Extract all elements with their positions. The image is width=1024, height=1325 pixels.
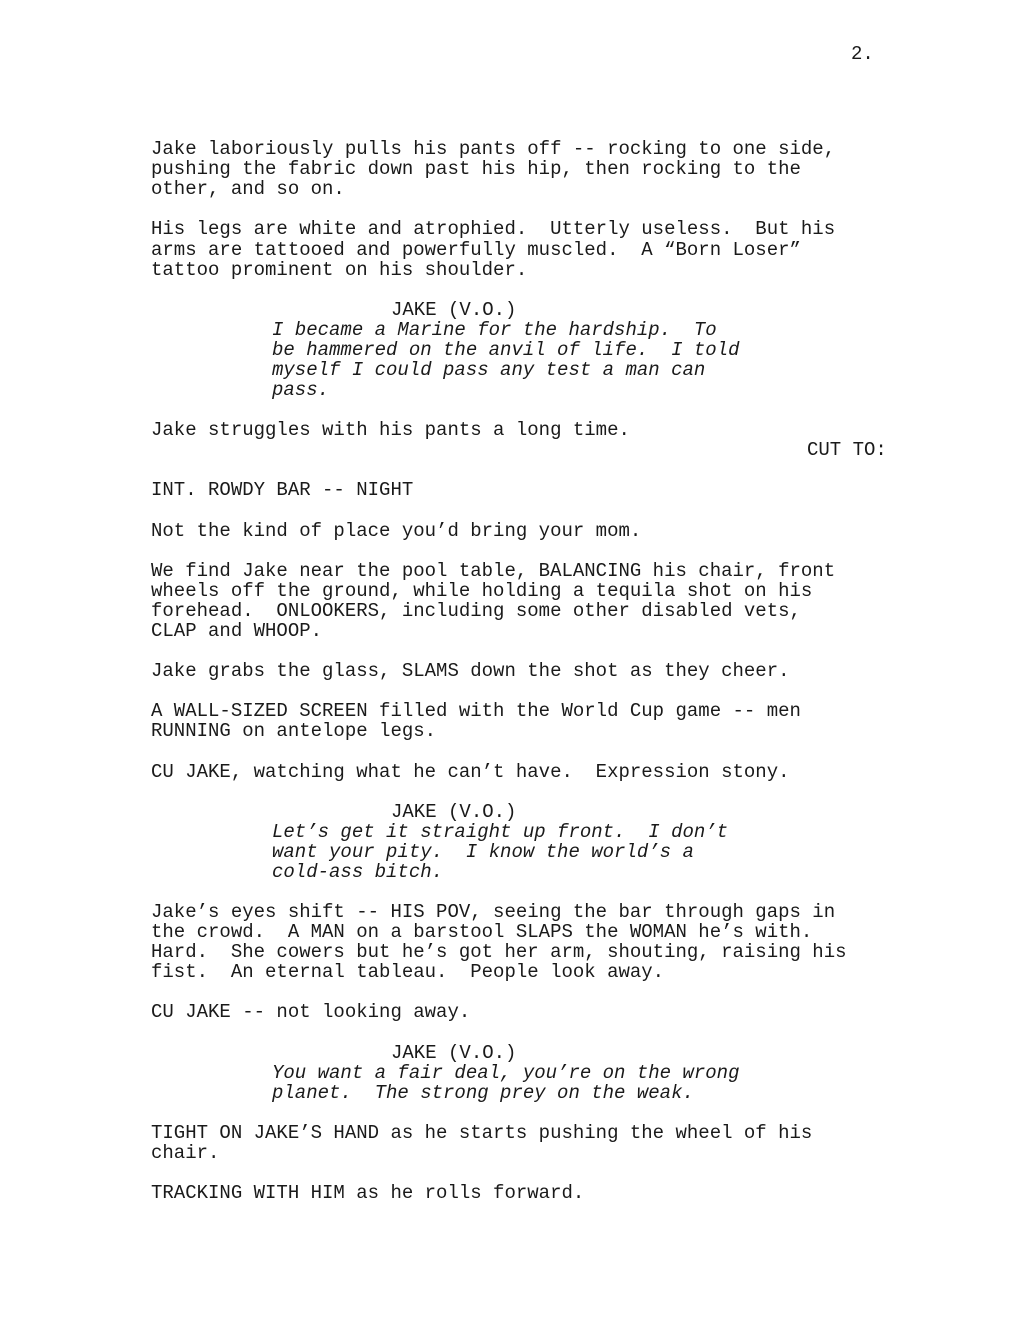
- dialogue-line: planet. The strong prey on the weak.: [272, 1082, 694, 1104]
- action-line: tattoo prominent on his shoulder.: [151, 259, 528, 281]
- dialogue-line: Let’s get it straight up front. I don’t: [272, 821, 729, 843]
- action-line: the crowd. A MAN on a barstool SLAPS the WOMAN he’s with.: [151, 921, 813, 943]
- action-line: forehead. ONLOOKERS, including some other disabled vets,: [151, 600, 801, 622]
- dialogue-line: be hammered on the anvil of life. I told: [272, 339, 740, 361]
- action-line: CLAP and WHOOP.: [151, 620, 323, 642]
- action-line: arms are tattooed and powerfully muscled. A “Born Loser”: [151, 239, 801, 261]
- action-line: Jake struggles with his pants a long time.: [151, 419, 630, 441]
- action-line: TRACKING WITH HIM as he rolls forward.: [151, 1182, 585, 1204]
- action-line: pushing the fabric down past his hip, then rocking to the: [151, 158, 801, 180]
- action-line: Jake’s eyes shift -- HIS POV, seeing the bar through gaps in: [151, 901, 836, 923]
- dialogue-line: myself I could pass any test a man can: [272, 359, 706, 381]
- scene-heading: INT. ROWDY BAR -- NIGHT: [151, 479, 414, 501]
- page-number: 2.: [851, 43, 874, 65]
- action-line: His legs are white and atrophied. Utterly useless. But his: [151, 218, 836, 240]
- transition: CUT TO:: [807, 439, 887, 461]
- action-line: CU JAKE, watching what he can’t have. Expression stony.: [151, 761, 790, 783]
- action-line: wheels off the ground, while holding a tequila shot on his: [151, 580, 813, 602]
- dialogue-line: I became a Marine for the hardship. To: [272, 319, 717, 341]
- action-line: chair.: [151, 1142, 220, 1164]
- action-line: Jake grabs the glass, SLAMS down the shot as they cheer.: [151, 660, 790, 682]
- character-cue: JAKE (V.O.): [391, 1042, 517, 1064]
- dialogue-line: cold-ass bitch.: [272, 861, 444, 883]
- action-line: Not the kind of place you’d bring your mom.: [151, 520, 642, 542]
- action-line: TIGHT ON JAKE’S HAND as he starts pushing the wheel of his: [151, 1122, 813, 1144]
- action-line: fist. An eternal tableau. People look away.: [151, 961, 665, 983]
- character-cue: JAKE (V.O.): [391, 801, 517, 823]
- action-line: CU JAKE -- not looking away.: [151, 1001, 471, 1023]
- action-line: Hard. She cowers but he’s got her arm, shouting, raising his: [151, 941, 847, 963]
- action-line: A WALL-SIZED SCREEN filled with the World Cup game -- men: [151, 700, 801, 722]
- dialogue-line: You want a fair deal, you’re on the wrong: [272, 1062, 740, 1084]
- character-cue: JAKE (V.O.): [391, 299, 517, 321]
- action-line: other, and so on.: [151, 178, 345, 200]
- action-line: RUNNING on antelope legs.: [151, 720, 437, 742]
- action-line: We find Jake near the pool table, BALANCING his chair, front: [151, 560, 836, 582]
- action-line: Jake laboriously pulls his pants off -- rocking to one side,: [151, 138, 836, 160]
- dialogue-line: pass.: [272, 379, 330, 401]
- dialogue-line: want your pity. I know the world’s a: [272, 841, 694, 863]
